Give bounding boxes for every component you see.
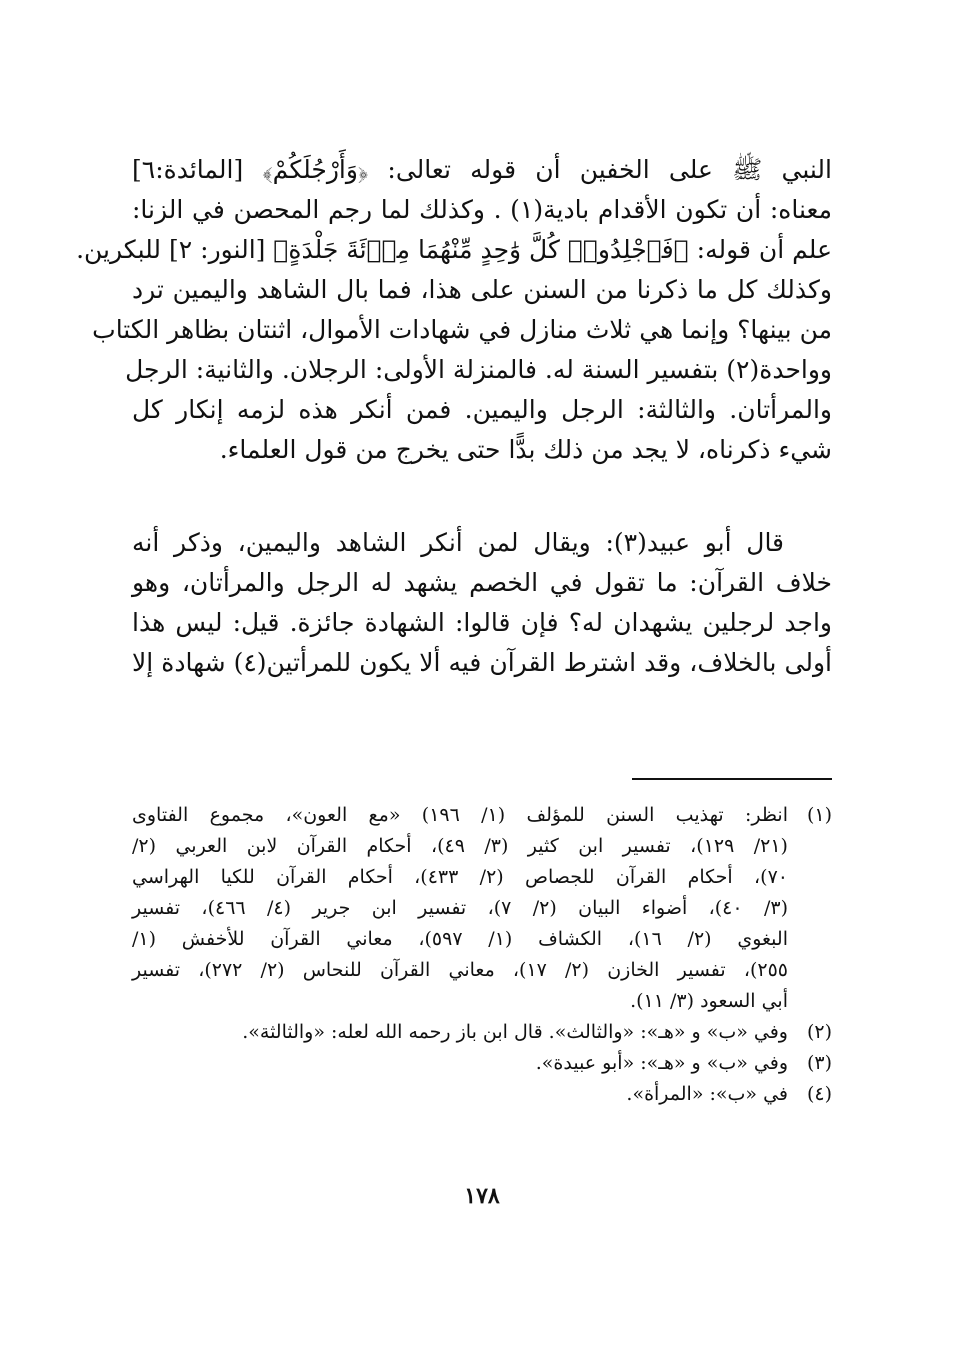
text-line: والمرأتان. والثالثة: الرجل واليمين. فمن أنكر هذه لزمه إنكار كل	[132, 395, 832, 424]
footnote-text	[132, 1079, 788, 1110]
footnote	[132, 1017, 832, 1048]
paragraph-gap	[132, 470, 832, 523]
text-line: معناه: أن تكون الأقدام بادية(١) . وكذلك لما رجم المحصن في الزنا:	[132, 195, 832, 224]
text-line: وكذلك كل ما ذكرنا من السنن على هذا، فما بال الشاهد واليمين ترد	[132, 275, 832, 304]
footnote-number: (٤)	[806, 1083, 832, 1105]
footnote-line: ٧٠)، أحكام القرآن للجصاص (٢/ ٤٣٣)، أحكام القرآن للكيا الهراسي	[132, 866, 788, 888]
footnote-line: البغوي (٢/ ١٦)، الكشاف (١/ ٥٩٧)، معاني القرآن للأخفش (١/	[132, 928, 788, 950]
footnote-separator	[632, 778, 832, 780]
footnote-line: وفي «ب» و «هـ»: «أبو عبيدة».	[535, 1052, 788, 1074]
page-number: ١٧٨	[464, 1183, 500, 1209]
text-line-content: قال أبو عبيد(٣): ويقال لمن أنكر الشاهد واليمين، وذكر أنه	[132, 528, 785, 557]
footnote-number: (١)	[806, 804, 832, 826]
text-line: علم أن قوله: ﴿فَٱجْلِدُوا۟ كُلَّ وَٰحِدٍ مِّنْهُمَا مِا۟ئَةَ جَلْدَةٍ﴾ [النور: ٢] للبكرين.	[76, 235, 832, 264]
footnote	[132, 800, 832, 1017]
footnote-text	[132, 800, 788, 1017]
main-text	[76, 150, 832, 683]
text-line: النبي ﷺ على الخفين أن قوله تعالى: ﴿وَأَرْجُلَكُمْ﴾ [المائدة:٦]	[132, 155, 832, 184]
text-line: خلاف القرآن: ما تقول في الخصم يشهد له الرجل والمرأتان، وهو	[132, 568, 832, 597]
footnotes	[132, 800, 832, 1110]
footnote-text	[132, 1017, 788, 1048]
footnote-line: في «ب»: «المرأة».	[626, 1083, 788, 1105]
footnote-line: انظر: تهذيب السنن للمؤلف (١/ ١٩٦) «مع العون»، مجموع الفتاوى	[132, 804, 788, 826]
footnote-line: (٢١/ ١٢٩)، تفسير ابن كثير (٣/ ٤٩)، أحكام القرآن لابن العربي (٢/	[132, 835, 788, 857]
footnote-line: أبي السعود (٣/ ١١).	[630, 990, 788, 1012]
footnote-line: (٣/ ٤٠)، أضواء البيان (٢/ ٧)، تفسير ابن جرير (٤/ ٤٦٦)، تفسير	[132, 897, 788, 919]
text-line-indented	[132, 523, 832, 563]
text-line: شيء ذكرناه، لا يجد من ذلك بدًّا حتى يخرج من قول العلماء.	[219, 435, 832, 464]
text-line: وواحدة(٢) بتفسير السنة له. فالمنزلة الأولى: الرجلان. والثانية: الرجل	[125, 355, 832, 384]
footnote-number: (٢)	[806, 1021, 832, 1043]
text-line: من بينها؟ وإنما هي ثلاث منازل في شهادات الأموال، اثنتان بظاهر الكتاب	[92, 315, 832, 344]
footnote-text	[132, 1048, 788, 1079]
footnote-line: ٢٥٥)، تفسير الخازن (٢/ ١٧)، معاني القرآن للنحاس (٢/ ٢٧٢)، تفسير	[132, 959, 788, 981]
text-line: واجد لرجلين يشهدان له؟ فإن قالوا: الشهادة جائزة. قيل: ليس هذا	[132, 608, 832, 637]
footnote	[132, 1048, 832, 1079]
footnote-line: وفي «ب» و «هـ»: «والثالث». قال ابن باز رحمه الله لعله: «والثالثة».	[242, 1021, 788, 1043]
text-line: أولى بالخلاف، وقد اشترط القرآن فيه ألا يكون للمرأتين(٤) شهادة إلا	[132, 648, 832, 677]
footnote	[132, 1079, 832, 1110]
footnote-number: (٣)	[806, 1052, 832, 1074]
